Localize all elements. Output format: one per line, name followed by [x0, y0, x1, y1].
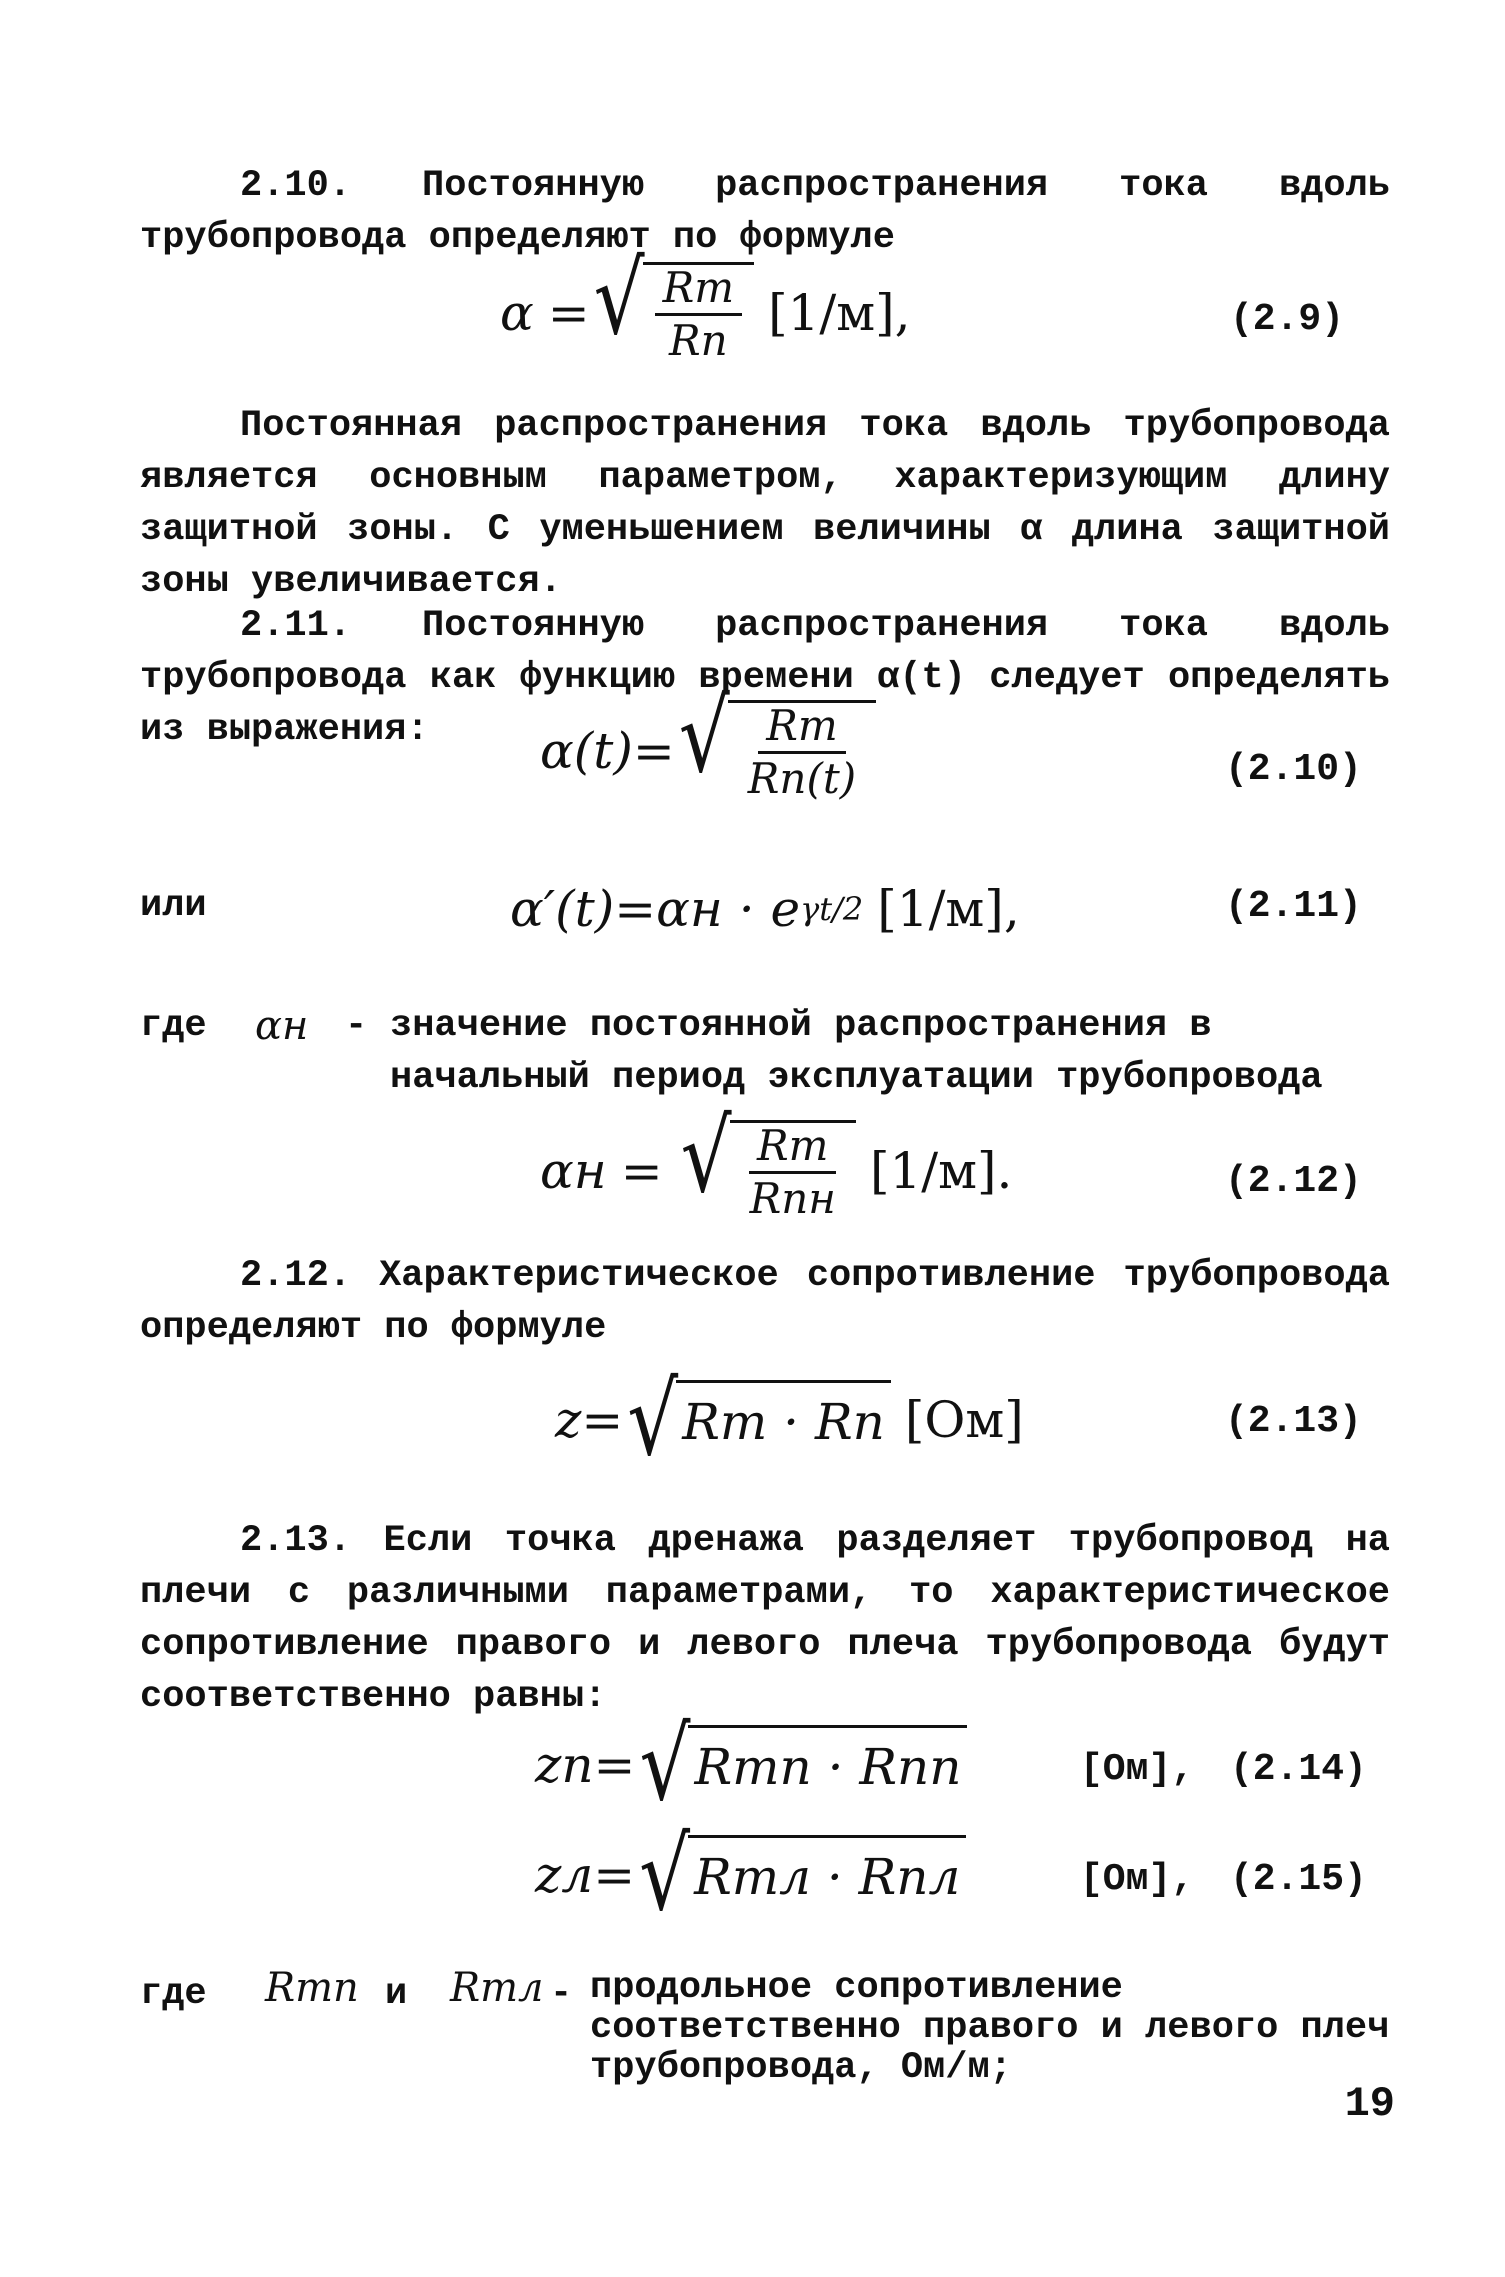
equation-2-11 — [510, 880, 1020, 938]
equation-2-9 — [500, 240, 911, 365]
eq-2-9-numerator: Rт — [655, 265, 742, 316]
where-definition-1: значение постоянной распространения в начальный период эксплуатации трубопровода — [390, 1005, 1323, 1099]
paragraph-after-2-9: Постоянная распространения тока вдоль трубопровода является основным параметром, характеризующим длину защитной зоны. С уменьшением величины α длина защитной зоны увеличивается. — [140, 405, 1390, 603]
eq-2-12-equals: = — [620, 1142, 663, 1200]
equation-2-12 — [540, 1098, 1013, 1223]
where-symbol-r-tl: Rтл — [450, 1965, 544, 2011]
eq-2-15-sqrt: √ Rтл · Rпл — [639, 1835, 966, 1915]
eq-2-11-rhs: αн · e — [656, 880, 801, 938]
eq-2-9-sqrt: √ $\frac{Rт}{Rп}$ — [594, 262, 754, 364]
paragraph-2-10: 2.10. Постоянную распространения тока вдоль трубопровода определяют по формуле — [140, 165, 1390, 259]
eq-2-13-sqrt: √ Rт · Rп — [627, 1380, 891, 1460]
eq-2-15-equals: = — [593, 1846, 636, 1904]
paragraph-2-11: 2.11. Постоянную распространения тока вдоль трубопровода как функцию времени α(t) следует определять из выражения: — [140, 605, 1390, 751]
eq-2-13-units: [Ом] — [904, 1391, 1024, 1449]
equation-number-2-13: (2.13) — [1225, 1400, 1362, 1443]
eq-2-14-equals: = — [593, 1736, 636, 1794]
equation-2-15 — [535, 1816, 966, 1933]
eq-2-12-sqrt: √ $\frac{Rт}{\text{Rпн}}$ — [681, 1120, 856, 1222]
equation-number-2-12: (2.12) — [1225, 1160, 1362, 1203]
eq-2-13-radicand: Rт · Rп — [676, 1380, 891, 1460]
eq-2-12-lhs: αн — [540, 1142, 607, 1200]
paragraph-2-13: 2.13. Если точка дренажа разделяет трубопровод на плечи с различными параметрами, то характеристическое сопротивление правого и левого плеча трубопровода будут соответственно равны: — [140, 1520, 1390, 1718]
eq-2-10-denominator: Rп(t) — [747, 754, 857, 803]
eq-2-9-denominator: Rп — [669, 316, 728, 365]
eq-2-10-numerator: Rт — [758, 703, 845, 754]
eq-2-14-sqrt: √ Rтп · Rпп — [639, 1725, 967, 1805]
eq-2-9-equals: = — [547, 284, 590, 342]
where-definition-2: продольное сопротивление соответственно правого и левого плеч трубопровода, Ом/м; — [590, 1967, 1390, 2089]
eq-2-12-units: [1/м]. — [869, 1142, 1013, 1200]
equation-2-14 — [535, 1706, 967, 1823]
eq-2-11-units: [1/м], — [877, 880, 1020, 938]
eq-2-14-radicand: Rтп · Rпп — [688, 1725, 967, 1805]
eq-2-11-lhs: α′(t) — [510, 880, 615, 938]
equation-number-2-15: (2.15) — [1230, 1858, 1367, 1901]
equation-number-2-10: (2.10) — [1225, 748, 1362, 791]
eq-2-9-units: [1/м], — [768, 284, 911, 342]
eq-2-15-radicand: Rтл · Rпл — [688, 1835, 966, 1915]
where-symbol-alpha-n: αн — [255, 1003, 309, 1049]
equation-number-2-9: (2.9) — [1230, 298, 1345, 341]
where-and: и — [385, 1973, 408, 2015]
word-or: или — [140, 885, 207, 927]
eq-2-9-lhs: α — [500, 284, 534, 342]
eq-2-10-equals: = — [632, 722, 675, 780]
eq-2-15-units: [Ом], — [1080, 1858, 1195, 1901]
where-word-2: где — [140, 1973, 207, 2015]
eq-2-10-sqrt: √ $\frac{Rт}{Rп(t)}$ — [679, 700, 876, 802]
eq-2-14-lhs: zп — [535, 1736, 594, 1794]
eq-2-14-units: [Ом], — [1080, 1748, 1195, 1791]
eq-2-11-equals: = — [614, 880, 657, 938]
eq-2-11-exponent: γt/2 — [800, 890, 864, 928]
equation-2-13 — [555, 1361, 1024, 1478]
equation-2-10 — [540, 678, 876, 803]
where-word-1: где — [140, 1005, 207, 1047]
eq-2-12-numerator: Rт — [749, 1123, 836, 1174]
equation-number-2-14: (2.14) — [1230, 1748, 1367, 1791]
eq-2-15-lhs: zл — [535, 1846, 594, 1904]
eq-2-10-lhs: α(t) — [540, 722, 633, 780]
page-number: 19 — [1344, 2080, 1395, 2128]
eq-2-12-denominator: Rпн — [749, 1174, 836, 1223]
where-dash-1: - — [345, 1005, 368, 1047]
equation-number-2-11: (2.11) — [1225, 885, 1362, 928]
eq-2-13-equals: = — [581, 1391, 624, 1449]
where-dash-2: - — [550, 1973, 573, 2015]
paragraph-2-12: 2.12. Характеристическое сопротивление трубопровода определяют по формуле — [140, 1255, 1390, 1349]
eq-2-13-lhs: z — [555, 1391, 582, 1449]
where-symbol-r-tp: Rтп — [265, 1965, 359, 2011]
